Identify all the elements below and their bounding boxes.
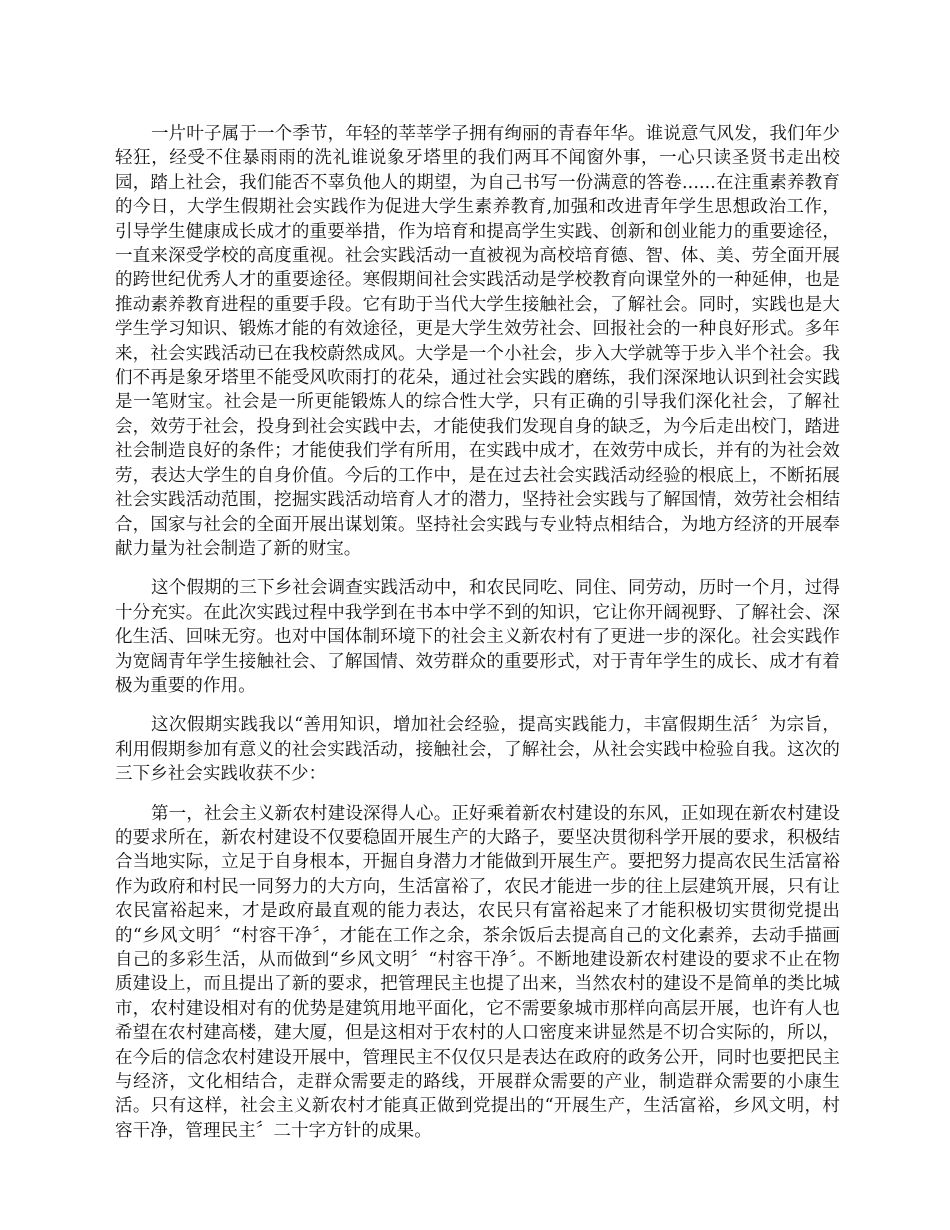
paragraph-intro: 一片叶子属于一个季节，年轻的莘莘学子拥有绚丽的青春年华。谁说意气风发，我们年少轻狂，经受不住暴雨雨的洗礼谁说象牙塔里的我们两耳不闻窗外事，一心只读圣贤书走出校园，踏上社会，我们能否不辜负他人的期望，为自己书写一份满意的答卷......在注重素养教育的今日，大学生假期社会实践作为促进大学生素养教育,加强和改进青年学生思想政治工作，引导学生健康成长成才的重要举措，作为培育和提高学生实践、创新和创业能力的重要途径，一直来深受学校的高度重视。社会实践活动一直被视为高校培育德、智、体、美、劳全面开展的跨世纪优秀人才的重要途径。寒假期间社会实践活动是学校教育向课堂外的一种延伸，也是推动素养教育进程的重要手段。它有助于当代大学生接触社会，了解社会。同时，实践也是大学生学习知识、锻炼才能的有效途径，更是大学生效劳社会、回报社会的一种良好形式。多年来，社会实践活动已在我校蔚然成风。大学是一个小社会，步入大学就等于步入半个社会。我们不再是象牙塔里不能受风吹雨打的花朵，通过社会实践的磨练，我们深深地认识到社会实践是一笔财宝。社会是一所更能锻炼人的综合性大学，只有正确的引导我们深化社会，了解社会，效劳于社会，投身到社会实践中去，才能使我们发现自身的缺乏，为今后走出校门，踏进社会制造良好的条件；才能使我们学有所用，在实践中成才，在效劳中成长，并有的为社会效劳，表达大学生的自身价值。今后的工作中，是在过去社会实践活动经验的根底上，不断拓展社会实践活动范围，挖掘实践活动培育人才的潜力，坚持社会实践与了解国情，效劳社会相结合，国家与社会的全面开展出谋划策。坚持社会实践与专业特点相结合，为地方经济的开展奉献力量为社会制造了新的财宝。 [115,124,840,559]
paragraph-first-point: 第一，社会主义新农村建设深得人心。正好乘着新农村建设的东风，正如现在新农村建设的要求所在，新农村建设不仅要稳固开展生产的大路子，要坚决贯彻科学开展的要求，积极结合当地实际，立足于自身根本，开掘自身潜力才能做到开展生产。要把努力提高农民生活富裕作为政府和村民一同努力的大方向，生活富裕了，农民才能进一步的往上层建筑开展，只有让农民富裕起来，才是政府最直观的能力表达，农民只有富裕起来了才能积极切实贯彻党提出的“乡风文明〞“村容干净〞，才能在工作之余，茶余饭后去提高自己的文化素养，去动手描画自己的多彩生活，从而做到“乡风文明〞“村容干净〞。不断地建设新农村建设的要求不止在物质建设上，而且提出了新的要求，把管理民主也提了出来，当然农村的建设不是简单的类比城市，农村建设相对有的优势是建筑用地平面化，它不需要象城市那样向高层开展，也许有人也希望在农村建高楼，建大厦，但是这相对于农村的人口密度来讲显然是不切合实际的，所以，在今后的信念农村建设开展中，管理民主不仅仅只是表达在政府的政务公开，同时也要把民主与经济，文化相结合，走群众需要走的路线，开展群众需要的产业，制造群众需要的小康生活。只有这样，社会主义新农村才能真正做到党提出的“开展生产，生活富裕，乡风文明，村容干净，管理民主〞二十字方针的成果。 [115,803,840,1141]
document-page [115,122,840,1158]
paragraph-purpose: 这次假期实践我以“善用知识，增加社会经验，提高实践能力，丰富假期生活〞为宗旨，利用假期参加有意义的社会实践活动，接触社会，了解社会，从社会实践中检验自我。这次的三下乡社会实践收获不少： [115,715,840,785]
paragraph-summer-practice: 这个假期的三下乡社会调查实践活动中，和农民同吃、同住、同劳动，历时一个月，过得十分充实。在此次实践过程中我学到在书本中学不到的知识，它让你开阔视野、了解社会、深化生活、回味无穷。也对中国体制环境下的社会主义新农村有了更进一步的深化。社会实践作为宽阔青年学生接触社会、了解国情、效劳群众的重要形式，对于青年学生的成长、成才有着极为重要的作用。 [115,578,840,696]
